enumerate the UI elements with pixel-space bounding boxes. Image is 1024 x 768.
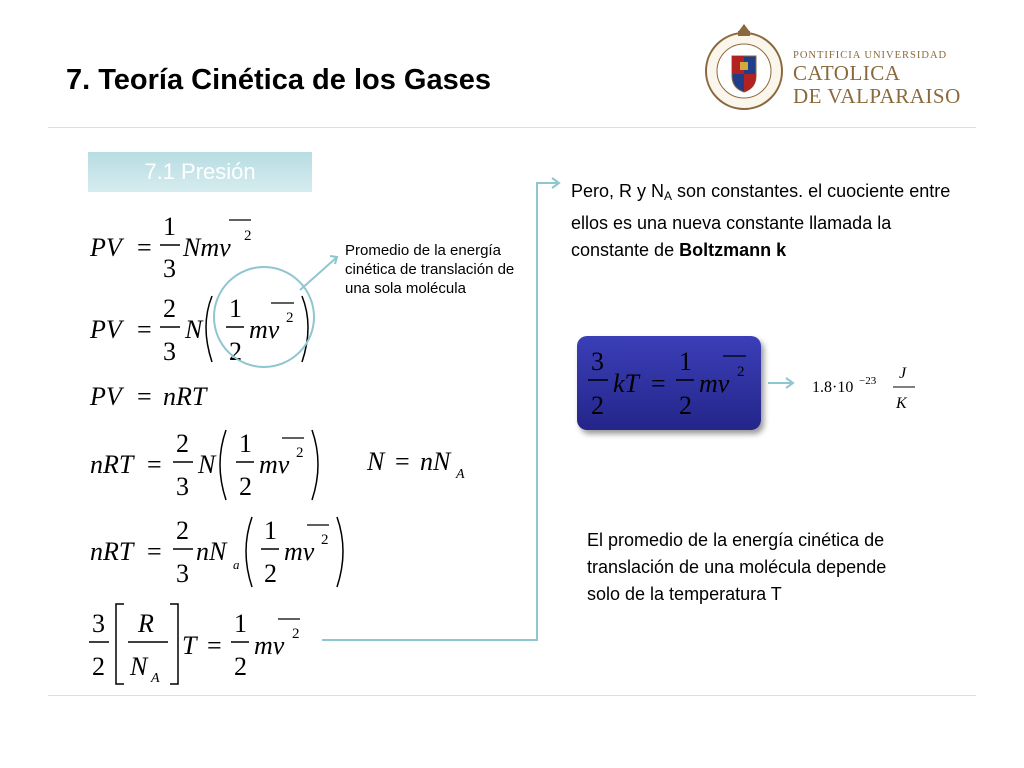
svg-text:nRT: nRT: [163, 382, 207, 411]
svg-text:2: 2: [234, 652, 247, 681]
svg-text:2: 2: [679, 391, 692, 420]
svg-text:2: 2: [286, 310, 294, 326]
svg-text:PV: PV: [90, 233, 122, 262]
equation-7: [89, 604, 300, 686]
university-name-line2: CATOLICA: [793, 61, 901, 85]
svg-text:T: T: [182, 631, 197, 660]
boltzmann-note-subscript: A: [664, 189, 673, 203]
svg-text:J: J: [899, 365, 907, 382]
svg-text:2: 2: [239, 472, 252, 501]
svg-text:=: =: [137, 315, 152, 344]
svg-text:N: N: [198, 450, 216, 479]
svg-text:N: N: [367, 447, 385, 476]
svg-text:=: =: [137, 233, 152, 262]
svg-text:3: 3: [176, 472, 189, 501]
svg-text:2: 2: [321, 532, 329, 548]
boltzmann-equation: [577, 336, 761, 430]
svg-text:R: R: [138, 609, 154, 638]
svg-text:2: 2: [244, 228, 252, 244]
svg-text:=: =: [395, 447, 410, 476]
svg-text:mv: mv: [254, 631, 285, 660]
svg-text:3: 3: [163, 337, 176, 366]
svg-text:3: 3: [92, 609, 105, 638]
svg-text:nRT: nRT: [90, 450, 134, 479]
section-tab-label: 7.1 Presión: [144, 159, 256, 184]
svg-text:2: 2: [264, 559, 277, 588]
callout-line: [300, 258, 336, 290]
svg-text:=: =: [651, 369, 666, 398]
svg-text:1: 1: [239, 429, 252, 458]
svg-text:2: 2: [292, 626, 300, 642]
svg-text:=: =: [207, 631, 222, 660]
svg-text:2: 2: [163, 294, 176, 323]
svg-text:1: 1: [229, 294, 242, 323]
equation-3: [89, 382, 208, 411]
equation-5: [366, 447, 465, 482]
svg-text:=: =: [147, 537, 162, 566]
conclusion-note: El promedio de la energía cinética de translación de una molécula depende solo de la temperatura T: [587, 530, 887, 604]
svg-text:nN: nN: [196, 537, 227, 566]
svg-text:A: A: [456, 467, 465, 482]
svg-text:N: N: [185, 315, 203, 344]
svg-text:mv: mv: [259, 450, 290, 479]
svg-text:A: A: [151, 671, 160, 686]
boltzmann-note-bold: Boltzmann k: [679, 240, 787, 260]
svg-text:1.8·10: 1.8·10: [812, 379, 854, 396]
kinetic-energy-note: Promedio de la energía cinética de translación de una sola molécula: [345, 242, 515, 297]
svg-text:mv: mv: [249, 315, 280, 344]
svg-text:mv: mv: [284, 537, 315, 566]
university-name-line3: DE VALPARAISO: [793, 84, 961, 108]
boltzmann-note: [571, 178, 951, 264]
svg-text:2: 2: [176, 429, 189, 458]
boltzmann-equation-box: [577, 336, 761, 430]
svg-text:2: 2: [92, 652, 105, 681]
equation-4: [90, 429, 318, 501]
svg-text:2: 2: [296, 445, 304, 461]
svg-text:PV: PV: [90, 382, 122, 411]
slide-title: 7. Teoría Cinética de los Gases: [66, 64, 491, 96]
boltzmann-note-part2: son constantes. el cuociente entre ellos es una nueva constante llamada la constante de: [571, 181, 951, 260]
svg-text:1: 1: [679, 347, 692, 376]
svg-text:Nmv: Nmv: [183, 233, 231, 262]
equation-1: [89, 212, 252, 283]
svg-text:nRT: nRT: [90, 537, 134, 566]
svg-text:3: 3: [591, 347, 604, 376]
svg-text:2: 2: [176, 516, 189, 545]
university-name-line1: PONTIFICIA UNIVERSIDAD: [793, 50, 948, 61]
svg-text:kT: kT: [613, 369, 639, 398]
svg-text:2: 2: [229, 337, 242, 366]
svg-text:a: a: [233, 557, 240, 572]
svg-text:3: 3: [163, 254, 176, 283]
svg-text:PV: PV: [90, 315, 122, 344]
svg-text:=: =: [137, 382, 152, 411]
svg-text:−23: −23: [859, 375, 877, 387]
svg-text:1: 1: [234, 609, 247, 638]
boltzmann-value: [812, 365, 915, 412]
svg-text:=: =: [147, 450, 162, 479]
equation-2: [89, 294, 308, 366]
equation-6: [90, 516, 343, 588]
svg-text:mv: mv: [699, 369, 730, 398]
svg-text:2: 2: [591, 391, 604, 420]
boltzmann-note-part1: Pero, R y N: [571, 181, 665, 201]
svg-text:3: 3: [176, 559, 189, 588]
svg-text:1: 1: [163, 212, 176, 241]
svg-text:2: 2: [737, 364, 745, 380]
svg-text:1: 1: [264, 516, 277, 545]
svg-text:N: N: [130, 652, 148, 681]
svg-text:K: K: [896, 395, 907, 412]
svg-text:nN: nN: [420, 447, 451, 476]
